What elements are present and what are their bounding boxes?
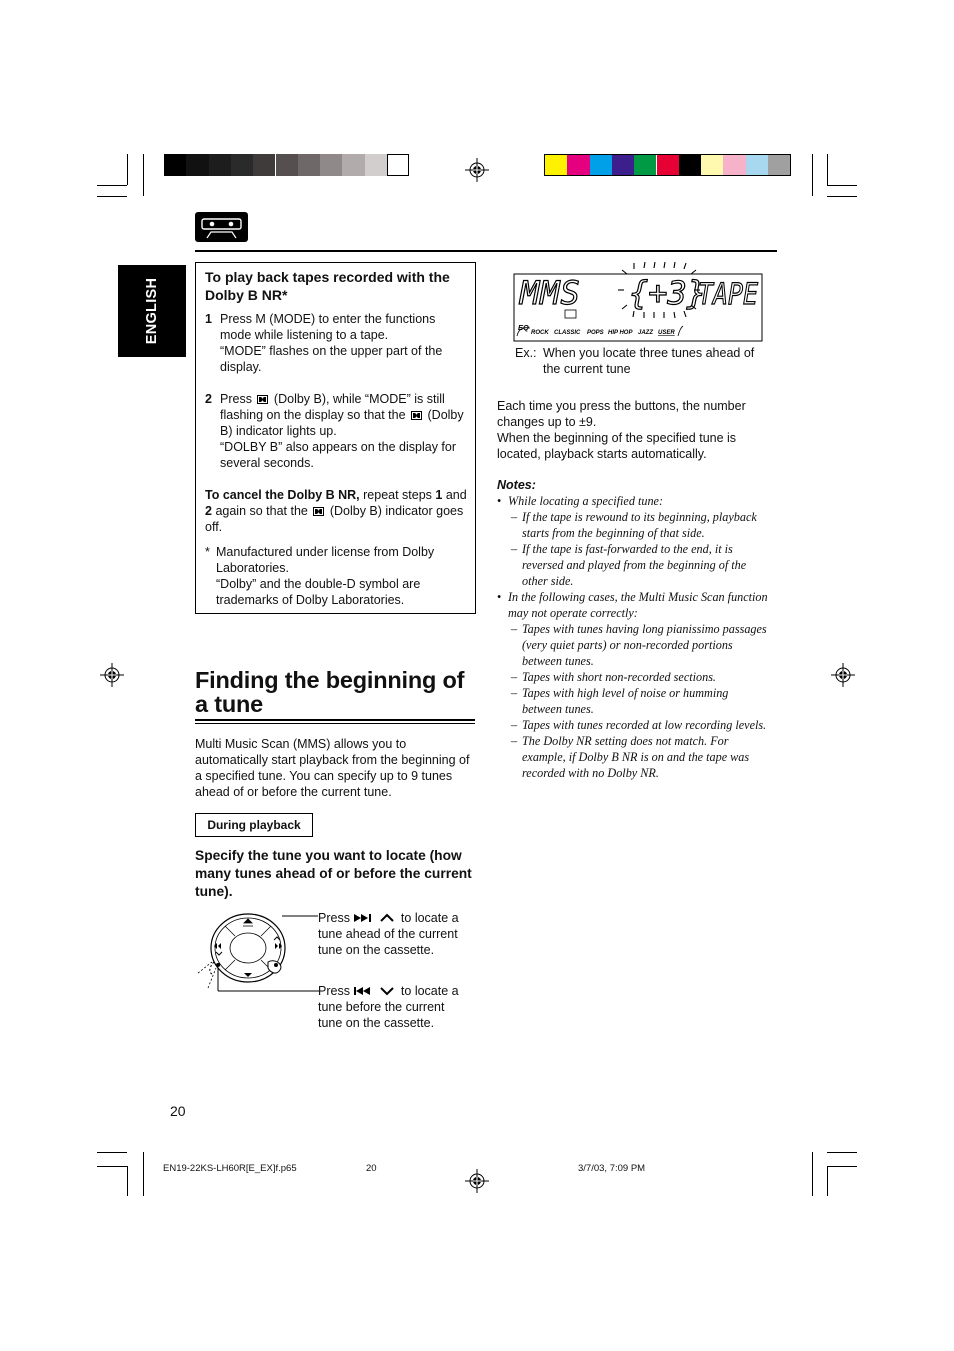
note-subitem-text: Tapes with high level of noise or humming between tunes. <box>522 686 729 716</box>
gray-swatch <box>231 154 253 176</box>
gray-swatch <box>365 154 387 176</box>
page-number: 20 <box>170 1103 186 1119</box>
dash: – <box>511 734 518 748</box>
note-subitem <box>508 685 769 717</box>
bullet: • <box>497 494 502 508</box>
notes <box>497 477 769 781</box>
step-1-text: Press M (MODE) to enter the functions mode while listening to a tape. <box>220 312 436 342</box>
note-subitem-text: If the tape is rewound to its beginning, playback starts from the beginning of that side. <box>522 510 757 540</box>
during-playback-badge: During playback <box>195 813 313 837</box>
note-item <box>497 493 769 589</box>
dash: – <box>511 686 518 700</box>
footnote-mark: * <box>205 545 210 559</box>
heading-rule <box>195 719 475 721</box>
footer-page: 20 <box>366 1163 377 1174</box>
note-subitem-text: If the tape is fast-forwarded to the end, it is reversed and played from the beginning of the other side. <box>522 542 747 588</box>
gray-swatch <box>164 154 186 176</box>
note-subitem <box>508 733 769 781</box>
gray-swatch <box>209 154 231 176</box>
eq-label: EQ <box>518 323 529 332</box>
note-subitem-text: Tapes with short non-recorded sections. <box>522 670 716 684</box>
dash: – <box>511 670 518 684</box>
gray-swatch <box>253 154 275 176</box>
lcd-display-illustration <box>510 262 766 344</box>
dolby-double-d-icon <box>257 395 268 404</box>
note-subitem <box>508 541 769 589</box>
gray-swatch <box>320 154 342 176</box>
note-lead: While locating a specified tune: <box>508 494 664 508</box>
step-number: 2 <box>205 392 212 406</box>
registration-mark-icon <box>830 662 856 688</box>
lcd-mms-text: MMS <box>520 274 581 312</box>
gray-swatch <box>276 154 298 176</box>
gray-swatch <box>298 154 320 176</box>
registration-mark-icon <box>464 1168 490 1194</box>
cancel-text: again so that the <box>215 504 308 518</box>
eq-mode: ROCK <box>531 330 549 336</box>
notes-title: Notes: <box>497 478 536 492</box>
heading-rule <box>195 723 475 724</box>
callout-press: Press <box>318 984 350 998</box>
note-subitem <box>508 717 769 733</box>
header-rule <box>195 250 777 252</box>
step-1-note: “MODE” flashes on the upper part of the display. <box>220 344 443 374</box>
eq-mode: JAZZ <box>638 330 653 336</box>
registration-mark-icon <box>99 662 125 688</box>
dash: – <box>511 622 518 636</box>
section-intro: Multi Music Scan (MMS) allows you to automatically start playback from the beginning of a specified tune. You can specify up to 9 tunes ahead of or before the current tune. <box>195 737 470 799</box>
dolby-double-d-icon <box>313 507 324 516</box>
note-subitem <box>508 669 769 685</box>
cancel-step-ref: 1 <box>435 488 443 502</box>
caption-ex: Ex.: <box>515 346 537 360</box>
lcd-count-text: {+3} <box>629 274 707 312</box>
step-2-indicator: (Dolby B) indicator lights up. <box>220 408 464 438</box>
dash: – <box>511 542 518 556</box>
step-1 <box>205 311 467 375</box>
dolby-box-title: To play back tapes recorded with the Dolby B NR* <box>205 269 450 303</box>
control-pad-illustration <box>192 906 320 996</box>
note-item <box>497 589 769 781</box>
note-lead: In the following cases, the Multi Music Scan function may not operate correctly: <box>508 590 768 620</box>
step-2-note: “DOLBY B” also appears on the display for several seconds. <box>220 440 457 470</box>
callout-next <box>318 910 468 958</box>
footnote-line: “Dolby” and the double-D symbol are trademarks of Dolby Laboratories. <box>216 577 421 607</box>
lcd-tape-text: TAPE <box>698 277 759 311</box>
gray-swatch <box>342 154 364 176</box>
callout-press: Press <box>318 911 350 925</box>
step-2 <box>205 391 467 471</box>
callout-prev <box>318 983 468 1031</box>
eq-mode: HIP HOP <box>608 330 633 336</box>
registration-mark-icon <box>464 157 490 183</box>
cassette-icon <box>195 212 248 242</box>
paragraph: When the beginning of the specified tune is located, playback starts automatically. <box>497 431 737 461</box>
cancel-text: repeat steps <box>363 488 432 502</box>
note-subitem <box>508 509 769 541</box>
step-2-main: (Dolby B), while “MODE” is still flashing on the display so that the <box>220 392 445 422</box>
note-subitem-text: The Dolby NR setting does not match. For example, if Dolby B NR is on and the tape was recorded with no Dolby NR. <box>522 734 750 780</box>
eq-mode: CLASSIC <box>554 330 581 336</box>
gray-swatch <box>387 154 409 176</box>
note-subitem-text: Tapes with tunes having long pianissimo passages (very quiet parts) or non-recorded portions between tunes. <box>522 622 767 668</box>
footer-date: 3/7/03, 7:09 PM <box>578 1163 646 1174</box>
dolby-double-d-icon <box>411 411 422 420</box>
dolby-box <box>195 262 476 614</box>
cancel-step-ref: 2 <box>205 504 212 518</box>
eq-mode-selected: USER <box>658 330 675 336</box>
mms-explanation <box>497 398 767 462</box>
cancel-text: and <box>445 488 467 502</box>
footnote-line: Manufactured under license from Dolby Laboratories. <box>216 545 435 575</box>
notes-list <box>497 493 769 781</box>
display-caption <box>515 345 755 377</box>
cancel-lead: To cancel the Dolby B NR, <box>205 488 360 502</box>
footer-filename: EN19-22KS-LH60R[E_EX]f.p65 <box>163 1163 297 1174</box>
side-tab <box>118 265 186 357</box>
note-subitem <box>508 621 769 669</box>
note-subitem-text: Tapes with tunes recorded at low recording levels. <box>522 718 767 732</box>
step-number: 1 <box>205 312 212 326</box>
cancel-text: (Dolby B) indicator goes off. <box>205 504 464 534</box>
license-footnote <box>205 544 467 608</box>
step-2-press: Press <box>220 392 252 406</box>
dash: – <box>511 718 518 732</box>
prev-down-buttons-icon <box>353 986 397 996</box>
dash: – <box>511 510 518 524</box>
instruction-heading: Specify the tune you want to locate (how many tunes ahead of or before the current tune). <box>195 848 472 899</box>
caption-text: When you locate three tunes ahead of the current tune <box>543 346 755 376</box>
cancel-instructions <box>205 487 467 535</box>
callout-text: to locate a tune ahead of the current tune on the cassette. <box>318 911 459 957</box>
bullet: • <box>497 590 502 604</box>
color-bar-frame <box>544 154 791 176</box>
next-up-buttons-icon <box>353 913 397 923</box>
language-label: ENGLISH <box>144 277 160 345</box>
step-2-text <box>220 391 467 439</box>
callout-text: to locate a tune before the current tune on the cassette. <box>318 984 459 1030</box>
paragraph: Each time you press the buttons, the number changes up to ±9. <box>497 399 746 429</box>
section-heading: Finding the beginning of a tune <box>195 667 465 717</box>
gray-swatch <box>186 154 208 176</box>
eq-mode: POPS <box>587 330 604 336</box>
